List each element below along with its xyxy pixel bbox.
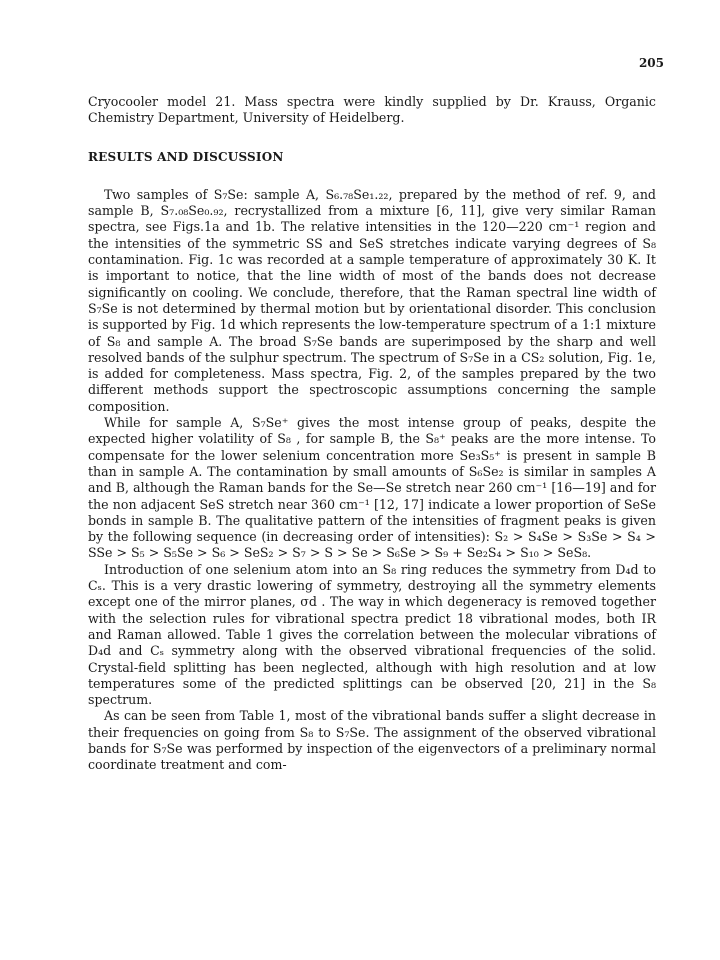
body-paragraph-1: Two samples of S₇Se: sample A, S₆.₇₈Se₁.₂₂, prepared by the method of ref. 9, and sample B, S₇.₀₈Se₀.₉₂, recrystallized from a mixture [6, 11], give very similar Raman spectra, see Figs.1a and 1b. The relative intensities in the 120—220 cm⁻¹ region and the intensities of the symmetric SS and SeS stretches indicate varying degrees of S₈ contamination. Fig. 1c was recorded at a sample temperature of approximately 30 K. It is important to notice, that the line width of most of the bands does not decrease significantly on cooling. We conclude, therefore, that the Raman spectral line width of S₇Se is not determined by thermal motion but by orientational disorder. This conclusion is supported by Fig. 1d which represents the low-temperature spectrum of a 1:1 mixture of S₈ and sample A. The broad S₇Se bands are superimposed by the sharp and well resolved bands of the sulphur spectrum. The spectrum of S₇Se in a CS₂ solution, Fig. 1e, is added for completeness. Mass spectra, Fig. 2, of the samples prepared by the two different methods support the spectroscopic assumptions concerning the sample composition.: [88, 186, 656, 414]
page-body: [88, 94, 656, 774]
body-paragraph-3: Introduction of one selenium atom into an S₈ ring reduces the symmetry from D₄d to Cₛ. This is a very drastic lowering of symmetry, destroying all the symmetry elements except one of the mirror planes, σd . The way in which degeneracy is removed together with the selection rules for vibrational spectra predict 18 vibrational modes, both IR and Raman allowed. Table 1 gives the correlation between the molecular vibrations of D₄d and Cₛ symmetry along with the observed vibrational frequencies of the solid. Crystal-field splitting has been neglected, although with high resolution and at low temperatures some of the predicted splittings can be observed [20, 21] in the S₈ spectrum.: [88, 561, 656, 708]
body-paragraph-4: As can be seen from Table 1, most of the vibrational bands suffer a slight decrease in their frequencies on going from S₈ to S₇Se. The assignment of the observed vibrational bands for S₇Se was performed by inspection of the eigenvectors of a preliminary normal coordinate treatment and com-: [88, 708, 656, 773]
body-paragraph-2: While for sample A, S₇Se⁺ gives the most intense group of peaks, despite the expected higher volatility of S₈ , for sample B, the S₈⁺ peaks are the more intense. To compensate for the lower selenium concentration more Se₃S₅⁺ is present in sample B than in sample A. The contamination by small amounts of S₆Se₂ is similar in samples A and B, although the Raman bands for the Se—Se stretch near 260 cm⁻¹ [16—19] and for the non adjacent SeS stretch near 360 cm⁻¹ [12, 17] indicate a lower proportion of SeSe bonds in sample B. The qualitative pattern of the intensities of fragment peaks is given by the following sequence (in decreasing order of intensities): S₂ > S₄Se > S₃Se > S₄ > SSe > S₅ > S₅Se > S₆ > SeS₂ > S₇ > S > Se > S₆Se > S₉ + Se₂S₄ > S₁₀ > SeS₈.: [88, 415, 656, 561]
intro-paragraph: Cryocooler model 21. Mass spectra were kindly supplied by Dr. Krauss, Organic Chemistry Department, University of Heidelberg.: [88, 94, 656, 126]
section-heading: RESULTS AND DISCUSSION: [88, 149, 284, 164]
page-number: 205: [638, 56, 664, 70]
